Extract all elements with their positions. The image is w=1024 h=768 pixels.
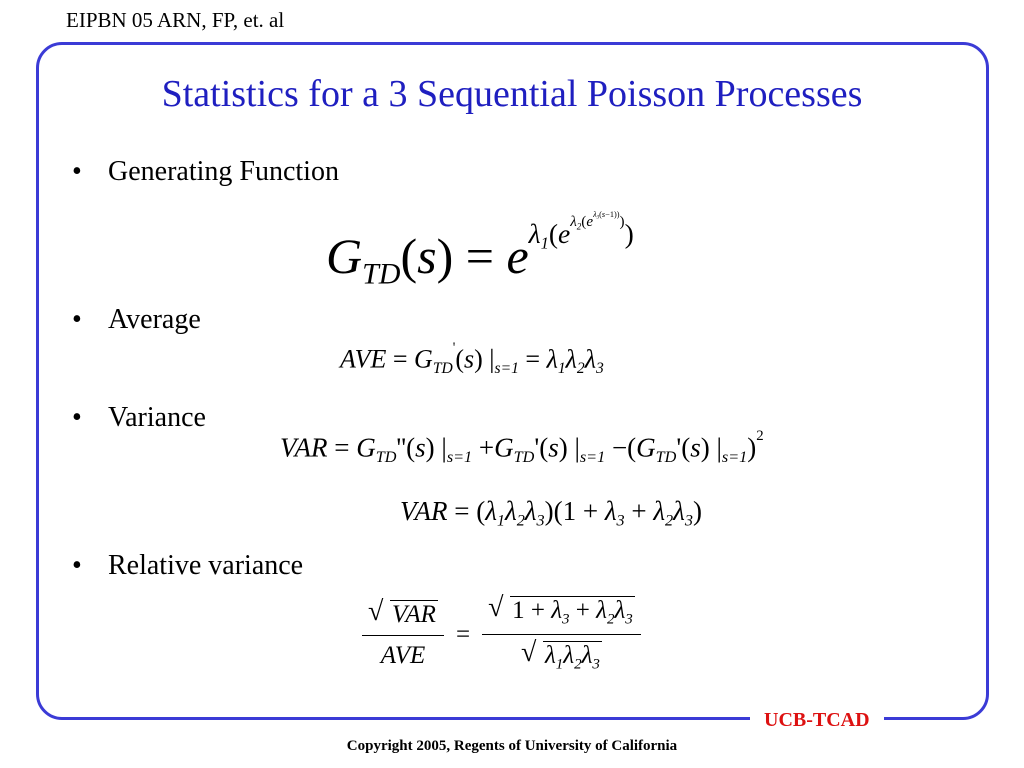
- bullet-variance: [72, 402, 206, 434]
- variance-equation-1: VAR = $G_{TD}''(s)$ $|_{s=1} +G_{TD}'(s)$ $|_{s=1} -(G_{TD}'(s)$ $|_{s=1})^2$: [280, 428, 764, 466]
- bullet-label: Variance: [108, 402, 206, 433]
- bullet-dot: •: [72, 156, 82, 187]
- right-fraction: √ $1 + \lambda_3 + \lambda_2\lambda_3$ √ $\lambda_1\lambda_2\lambda_3$: [482, 596, 641, 674]
- footer-copyright: Copyright 2005, Regents of University of California: [346, 738, 678, 754]
- average-equation: AVE = $G_{TD}'(s) |_{s=1} = \lambda_1\lambda_2\lambda_3$: [340, 340, 604, 378]
- relative-variance-equation: √ VAR AVE = √ $1 + \lambda_3 + \lambda_2\lambda_3$ √ $\lambda_1\lambda_2\lambda_3$: [362, 596, 641, 674]
- slide-header: EIPBN 05 ARN, FP, et. al: [66, 8, 285, 32]
- bullet-generating-function: [72, 156, 339, 188]
- bullet-label: Relative variance: [108, 550, 304, 581]
- slide-title: Statistics for a 3 Sequential Poisson Processes: [161, 73, 863, 115]
- bullet-label: Average: [108, 304, 201, 335]
- left-fraction: √ VAR AVE: [362, 600, 444, 670]
- bullet-dot: •: [72, 304, 82, 335]
- bullet-dot: •: [72, 550, 82, 581]
- generating-function-equation: $G_{TD}(s) = e\lambda_1(e\lambda_2(e\lambda_3(s-1)))$): [326, 210, 634, 291]
- bullet-dot: •: [72, 402, 82, 433]
- bullet-average: [72, 304, 201, 336]
- footer-tab: UCB-TCAD: [750, 709, 884, 732]
- bullet-label: Generating Function: [108, 156, 339, 187]
- variance-equation-2: VAR = $(\lambda_1\lambda_2\lambda_3)(1 + \lambda_3 + \lambda_2\lambda_3)$: [400, 496, 702, 530]
- bullet-relative-variance: [72, 550, 303, 582]
